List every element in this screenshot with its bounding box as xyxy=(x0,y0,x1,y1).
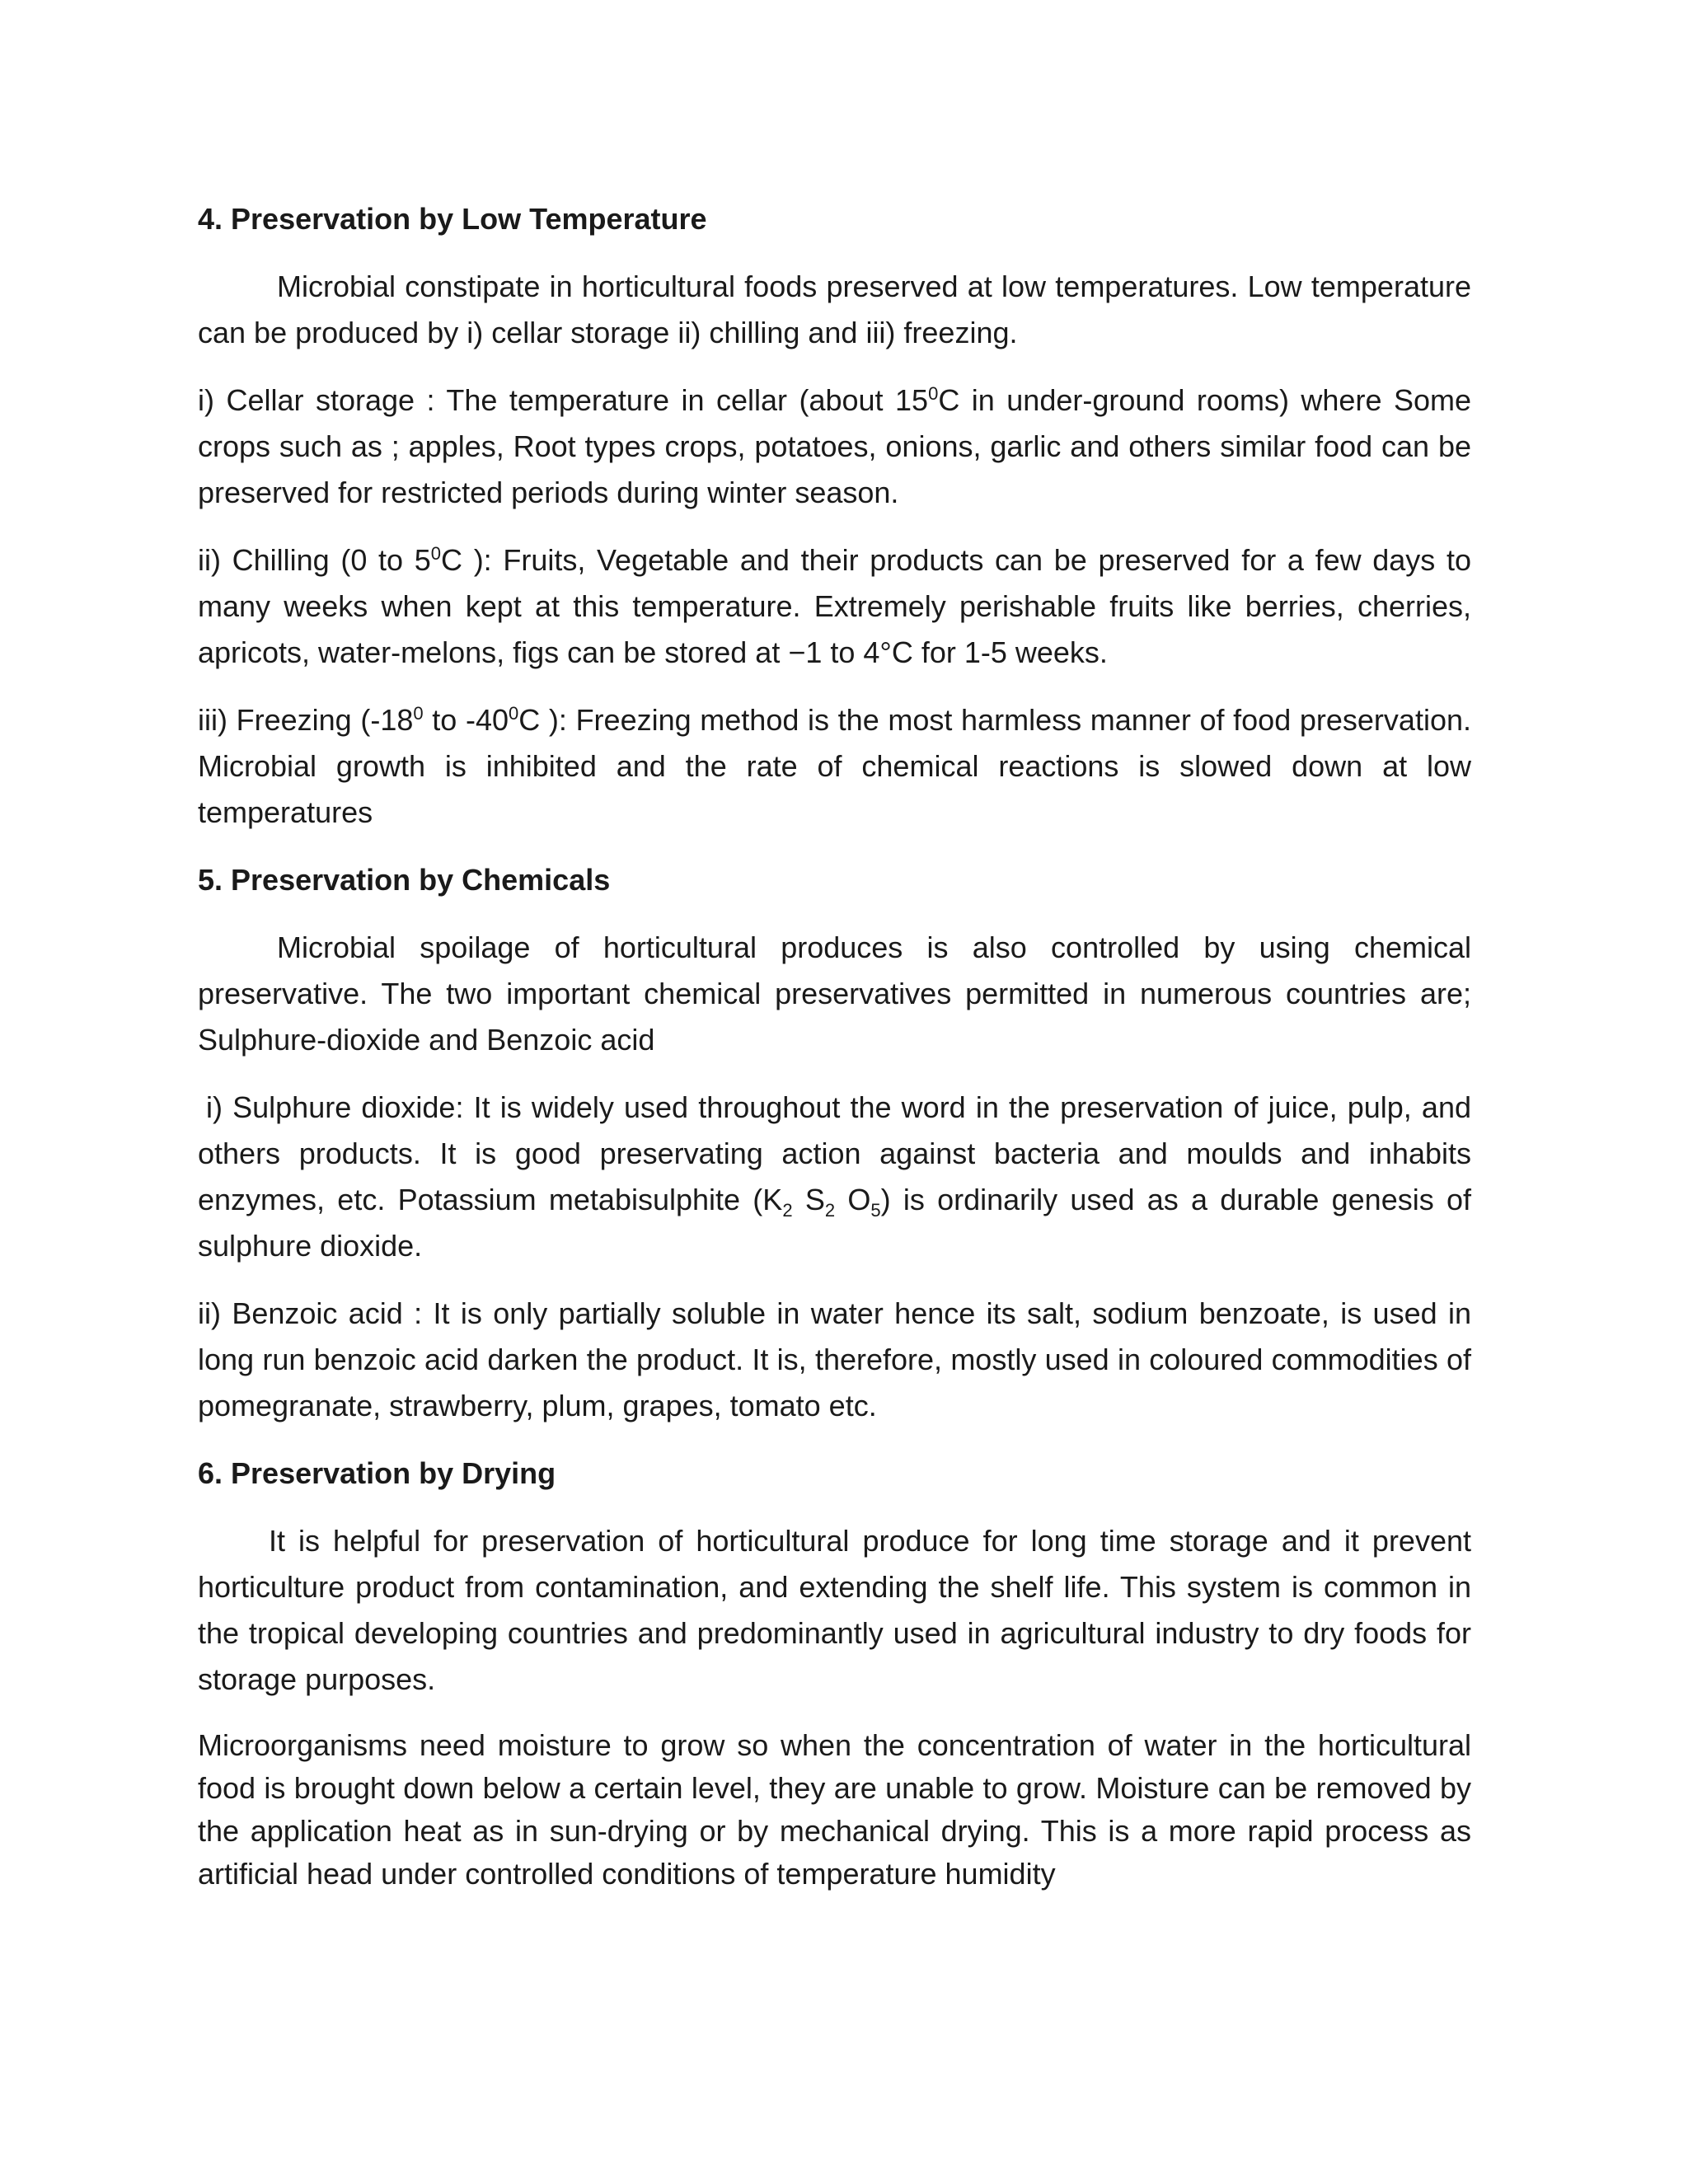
section-heading-drying: 6. Preservation by Drying xyxy=(198,1456,556,1490)
cellar-text-b: C in under-ground rooms) where Some crops such as ; apples, Root types crops, potatoes, onions, garlic and others similar food can be preserved for restricted periods during winter season. xyxy=(198,383,1471,509)
chilling-degree-sup: 0 xyxy=(430,543,442,564)
freezing-degree-sup-1: 0 xyxy=(413,703,424,724)
paragraph-chemicals-intro: Microbial spoilage of horticultural produces is also controlled by using chemical preservative. The two important chemical preservatives permitted in numerous countries are; Sulphure-dioxide and Benzoic acid xyxy=(198,930,1471,1057)
paragraph-sulphur-dioxide xyxy=(198,1085,1471,1269)
sulphur-text-b: S xyxy=(792,1183,825,1216)
sulphur-text-a: i) Sulphure dioxide: It is widely used throughout the word in the preservation of juice, pulp, and others products. It is good preservating action against bacteria and moulds and inhabits enzymes, etc. Potassium metabisulphite (K xyxy=(198,1090,1471,1216)
paragraph-moisture: Microorganisms need moisture to grow so when the concentration of water in the horticultural food is brought down below a certain level, they are unable to grow. Moisture can be removed by the application heat as in sun-drying or by mechanical drying. This is a more rapid process as artificial head under controlled conditions of temperature humidity xyxy=(198,1728,1471,1891)
paragraph-low-temperature-intro: Microbial constipate in horticultural foods preserved at low temperatures. Low temperature can be produced by i) cellar storage ii) chilling and iii) freezing. xyxy=(198,269,1471,349)
paragraph-freezing xyxy=(198,697,1471,836)
paragraph-benzoic-acid: ii) Benzoic acid : It is only partially soluble in water hence its salt, sodium benzoate, is used in long run benzoic acid darken the product. It is, therefore, mostly used in coloured commodities of pomegranate, strawberry, plum, grapes, tomato etc. xyxy=(198,1296,1471,1422)
freezing-text-b: to -40 xyxy=(423,703,509,737)
cellar-degree-sup: 0 xyxy=(928,383,939,404)
cellar-text-a: i) Cellar storage : The temperature in cellar (about 15 xyxy=(198,383,929,417)
document-page xyxy=(198,196,1471,1917)
paragraph-drying-intro: It is helpful for preservation of horticultural produce for long time storage and it prevent horticulture product from contamination, and extending the shelf life. This system is common in the tropical developing countries and predominantly used in agricultural industry to dry foods for storage purposes. xyxy=(198,1524,1471,1696)
freezing-degree-sup-2: 0 xyxy=(509,703,519,724)
sulphur-text-c: O xyxy=(835,1183,871,1216)
section-heading-low-temperature: 4. Preservation by Low Temperature xyxy=(198,202,707,236)
paragraph-cellar-storage xyxy=(198,377,1471,516)
chilling-text-b: C ): Fruits, Vegetable and their products can be preserved for a few days to many weeks when kept at this temperature. Extremely perishable fruits like berries, cherries, apricots, water-melons, figs can be stored at −1 to 4°C for 1-5 weeks. xyxy=(198,543,1471,669)
sulphur-sub-2: 2 xyxy=(824,1200,836,1221)
freezing-text-a: iii) Freezing (-18 xyxy=(198,703,414,737)
sulphur-sub-3: 5 xyxy=(870,1200,881,1221)
sulphur-text-d: ) is ordinarily used as a durable genesis of sulphure dioxide. xyxy=(198,1183,1472,1263)
chilling-text-a: ii) Chilling (0 to 5 xyxy=(198,543,431,577)
section-heading-chemicals: 5. Preservation by Chemicals xyxy=(198,863,611,897)
freezing-text-c: C ): Freezing method is the most harmless manner of food preservation. Microbial growth is inhibited and the rate of chemical reactions is slowed down at low temperatures xyxy=(198,703,1471,829)
sulphur-sub-1: 2 xyxy=(782,1200,793,1221)
paragraph-chilling xyxy=(198,537,1471,676)
